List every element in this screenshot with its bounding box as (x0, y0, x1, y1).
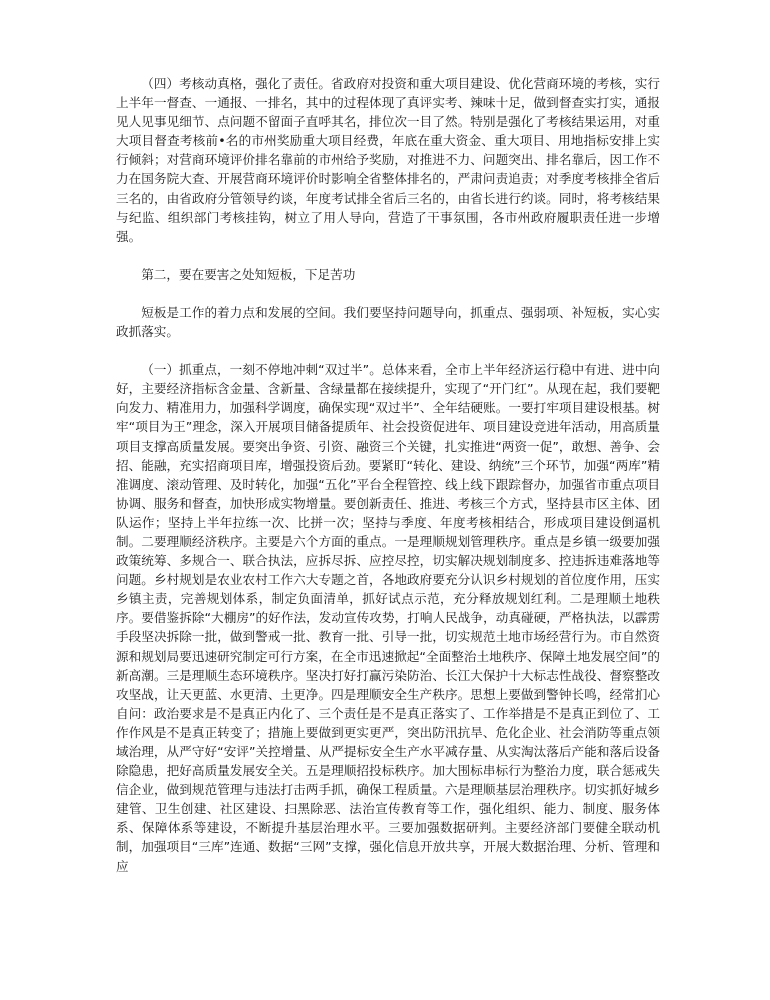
paragraph-key-points: （一）抓重点，一刻不停地冲刺“双过半”。总体来看，全市上半年经济运行稳中有进、进中向好，主要经济指标含金量、含新量、含绿量都在接续提升，实现了“开门红”。从现在起，我们要靶向发力、精准用力，加强科学调度，确保实现“双过半”、全年结硬账。一要打牢项目建设根基。树牢“项目为王”理念，深入开展项目储备提质年、社会投资促进年、项目建设竞进年活动，用高质量项目支撑高质量发展。要突出争资、引资、融资三个关键，扎实推进“两资一促”，敢想、善争、会招、能融，充实招商项目库，增强投资后劲。要紧盯“转化、建设、纳统”三个环节，加强“两库”精准调度、滚动管理、及时转化，加强“五化”平台全程管控、线上线下跟踪督办，加强省市重点项目协调、服务和督查，加快形成实物增量。要创新责任、推进、考核三个方式，坚持县市区主体、团队运作；坚持上半年拉练一次、比拼一次；坚持与季度、年度考核相结合，形成项目建设倒逼机制。二要理顺经济秩序。主要是六个方面的重点。一是理顺规划管理秩序。重点是乡镇一级要加强政策统筹、多规合一、联合执法，应拆尽拆、应控尽控，切实解决规划制度多、控违拆违难落地等问题。乡村规划是农业农村工作六大专题之首，各地政府要充分认识乡村规划的首位度作用，压实乡镇主责，完善规划体系，制定负面清单，抓好试点示范，充分释放规划红利。二是理顺土地秩序。要借鉴拆除“大棚房”的好作法，发动宣传攻势，打响人民战争，动真碰硬，严格执法，以霹雳手段坚决拆除一批，做到警戒一批、教育一批、引导一批，切实规范土地市场经营行为。市自然资源和规划局要迅速研究制定可行方案，在全市迅速掀起“全面整治土地秩序、保障土地发展空间”的新高潮。三是理顺生态环境秩序。坚决打好打赢污染防治、长江大保护十大标志性战役、督察整改攻坚战，让天更蓝、水更清、土更净。四是理顺安全生产秩序。思想上要做到警钟长鸣，经常扪心自问：政治要求是不是真正内化了、三个责任是不是真正落实了、工作举措是不是真正到位了、工作作风是不是真正转变了；措施上要做到更实更严，突出防汛抗旱、危化企业、社会消防等重点领域治理，从严守好“安评”关控增量、从严提标安全生产水平减存量、从实淘汰落后产能和落后设备除隐患，把好高质量发展安全关。五是理顺招投标秩序。加大围标串标行为整治力度，联合惩戒失信企业，做到规范管理与违法打击两手抓，确保工程质量。六是理顺基层治理秩序。切实抓好城乡建管、卫生创建、社区建设、扫黑除恶、法治宣传教育等工作，强化组织、能力、制度、服务体系、保障体系等建设，不断提升基层治理水平。三要加强数据研判。主要经济部门要健全联动机制，加强项目“三库”连通、数据“三网”支撑，强化信息开放共享，开展大数据治理、分析、管理和应 (116, 362, 660, 874)
section-heading: 第二，要在要害之处知短板，下足苦功 (141, 266, 356, 282)
paragraph-assessment: （四）考核动真格，强化了责任。省政府对投资和重大项目建设、优化营商环境的考核，实行上半年一督查、一通报、一排名，其中的过程体现了真评实考、辣味十足，做到督查实打实，通报见人见事见细节、点问题不留面子直呼其名，排位次一目了然。特别是强化了考核结果运用，对重大项目督查考核前•名的市州奖励重大项目经费，年底在重大资金、重大项目、用地指标安排上实行倾斜；对营商环境评价排名靠前的市州给予奖励，对推进不力、问题突出、排名靠后，因工作不力在国务院大查、开展营商环境评价时影响全省整体排名的，严肃问责追责；对季度考核排全省后三名的，由省政府分管领导约谈，年度考试排全省后三名的，由省长进行约谈。同时，将考核结果与纪监、组织部门考核挂钩，树立了用人导向，营造了干事氛围，各市州政府履职责任进一步增强。 (116, 76, 660, 244)
paragraph-shortboard: 短板是工作的着力点和发展的空间。我们要坚持问题导向，抓重点、强弱项、补短板，实心实政抓落实。 (116, 304, 660, 340)
paragraph-gap (116, 341, 660, 360)
paragraph-gap (116, 246, 660, 265)
document-page (116, 74, 660, 876)
paragraph-gap (116, 284, 660, 303)
